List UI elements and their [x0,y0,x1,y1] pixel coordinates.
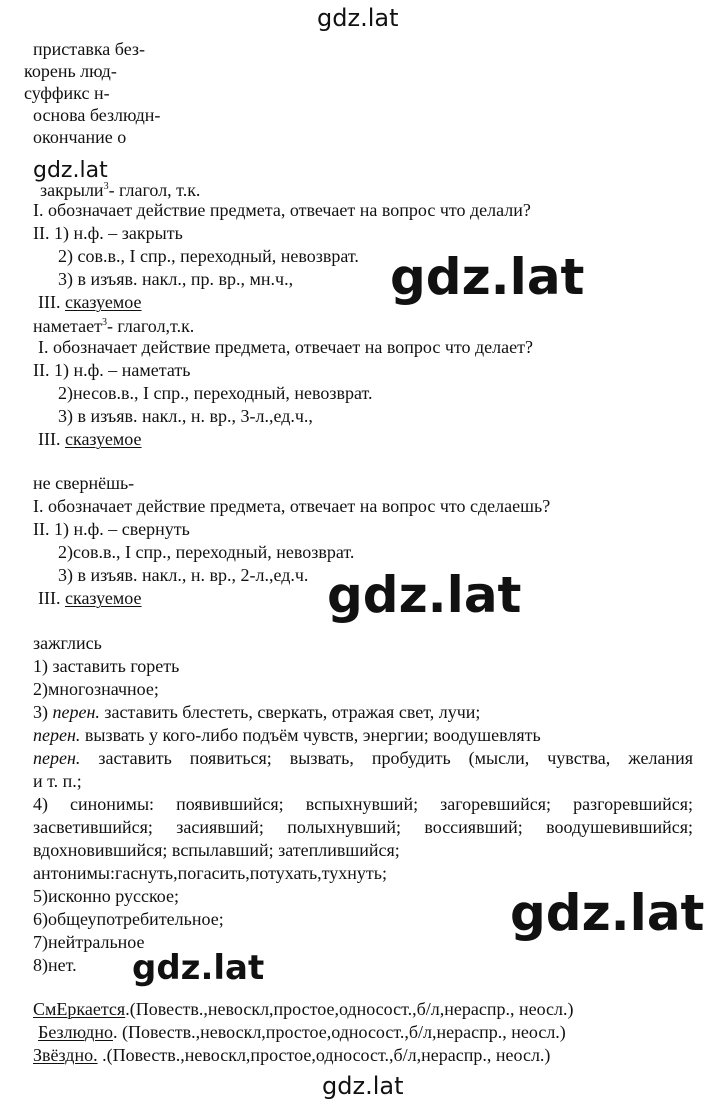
constant-features-line: 2)сов.в., I спр., переходный, невозврат. [58,542,355,562]
role-prefix: III. [38,292,65,312]
watermark-top: gdz.lat [317,4,399,32]
role-prefix: III. [38,429,65,449]
role-predicate: сказуемое [64,588,142,608]
meaning-text: заставить блестеть, сверкать, отражая свет, лучи; [99,702,481,722]
syntax-role-line [38,428,142,450]
block-heading [40,176,200,201]
morpheme-root: корень люд- [24,61,117,81]
morpheme-stem: основа безлюдн- [33,105,161,125]
head-word: закрыли [40,180,104,200]
sentence-characteristics: . (Повеств.,невоскл,простое,односост.,б/л,нераспр., неосл.) [112,1022,566,1042]
meaning-line: I. обозначает действие предмета, отвечает на вопрос что сделаешь? [33,496,551,516]
variable-features-line: 3) в изъяв. накл., н. вр., 3-л.,ед.ч., [58,406,313,426]
meaning-text: заставить появиться; вызвать, пробудить (мысли, чувства, желания [80,748,693,768]
sentence-predicate: СмЕркается [33,999,126,1019]
antonyms-line: антонимы:гаснуть,погасить,потухать,тухнуть; [33,863,387,883]
meaning-5-cont: и т. п.; [33,771,82,791]
style-line: 7)нейтральное [33,932,145,952]
meaning-5 [33,747,693,769]
constant-features-line: 2)несов.в., I спр., переходный, невозврат. [58,383,373,403]
watermark-big-2: gdz.lat [327,566,522,624]
synonyms-line-1: 4) синонимы: появившийся; вспыхнувший; загоревшийся; разгоревшийся; [33,794,693,814]
constant-features-line: 2) сов.в., I спр., переходный, невозврат. [58,246,359,266]
polysemy-line: 2)многозначное; [33,679,159,699]
figurative-mark: перен. [33,748,81,768]
morpheme-prefix: приставка без- [33,39,146,59]
sentence-predicate: Безлюдно [38,1022,113,1042]
meaning-1: 1) заставить гореть [33,656,180,676]
phraseology-line: 8)нет. [33,955,77,975]
synonyms-line-3: вдохновившийся; вспылавший; затеплившийся; [33,840,400,860]
usage-line: 6)общеупотребительное; [33,909,224,929]
meaning-line: I. обозначает действие предмета, отвечает на вопрос что делает? [38,337,533,357]
watermark-big-1: gdz.lat [390,248,585,306]
initial-form-line: II. 1) н.ф. – закрыть [33,223,183,243]
sentence-characteristics: .(Повеств.,невоскл,простое,односост.,б/л,нераспр., неосл.) [97,1045,551,1065]
origin-line: 5)исконно русское; [33,886,179,906]
meaning-text: вызвать у кого-либо подъём чувств, энергии; воодушевлять [80,725,541,745]
syntax-role-line [38,291,142,313]
head-footnote: 3 [103,181,109,192]
sentence-2 [38,1021,566,1043]
watermark-big-3: gdz.lat [510,884,705,942]
sentence-3 [33,1044,550,1066]
meaning-line: I. обозначает действие предмета, отвечает на вопрос что делали? [33,200,531,220]
head-word: наметает [33,316,102,336]
head-footnote: 3 [101,317,107,328]
variable-features-line: 3) в изъяв. накл., н. вр., 2-л.,ед.ч. [58,565,309,585]
meaning-4 [33,724,541,746]
meaning-3 [33,701,480,723]
variable-features-line: 3) в изъяв. накл., пр. вр., мн.ч., [58,269,294,289]
sentence-1 [33,998,574,1020]
watermark-bottom: gdz.lat [322,1072,404,1100]
initial-form-line: II. 1) н.ф. – наметать [33,360,191,380]
role-predicate: сказуемое [64,292,142,312]
synonyms-line-2: засветившийся; засиявший; полыхнувший; воссиявший; воодушевившийся; [33,817,693,837]
head-rest: - глагол,т.к. [106,316,195,336]
block-heading: не свернёшь- [33,473,135,493]
syntax-role-line [38,587,142,609]
item-number: 3) [33,702,53,722]
block-heading [33,312,194,337]
sentence-characteristics: .(Повеств.,невоскл,простое,односост.,б/л,нераспр., неосл.) [125,999,574,1019]
head-rest: - глагол, т.к. [108,180,201,200]
role-predicate: сказуемое [64,429,142,449]
initial-form-line: II. 1) н.ф. – свернуть [33,519,190,539]
watermark-mid: gdz.lat [132,948,265,988]
figurative-mark: перен. [33,725,81,745]
morpheme-suffix: суффикс н- [24,83,110,103]
figurative-mark: перен. [52,702,100,722]
morpheme-ending: окончание о [33,127,127,147]
sentence-predicate: Звёздно. [33,1045,98,1065]
block-heading: зажглись [33,633,102,653]
watermark-left: gdz.lat [33,158,108,183]
role-prefix: III. [38,588,65,608]
